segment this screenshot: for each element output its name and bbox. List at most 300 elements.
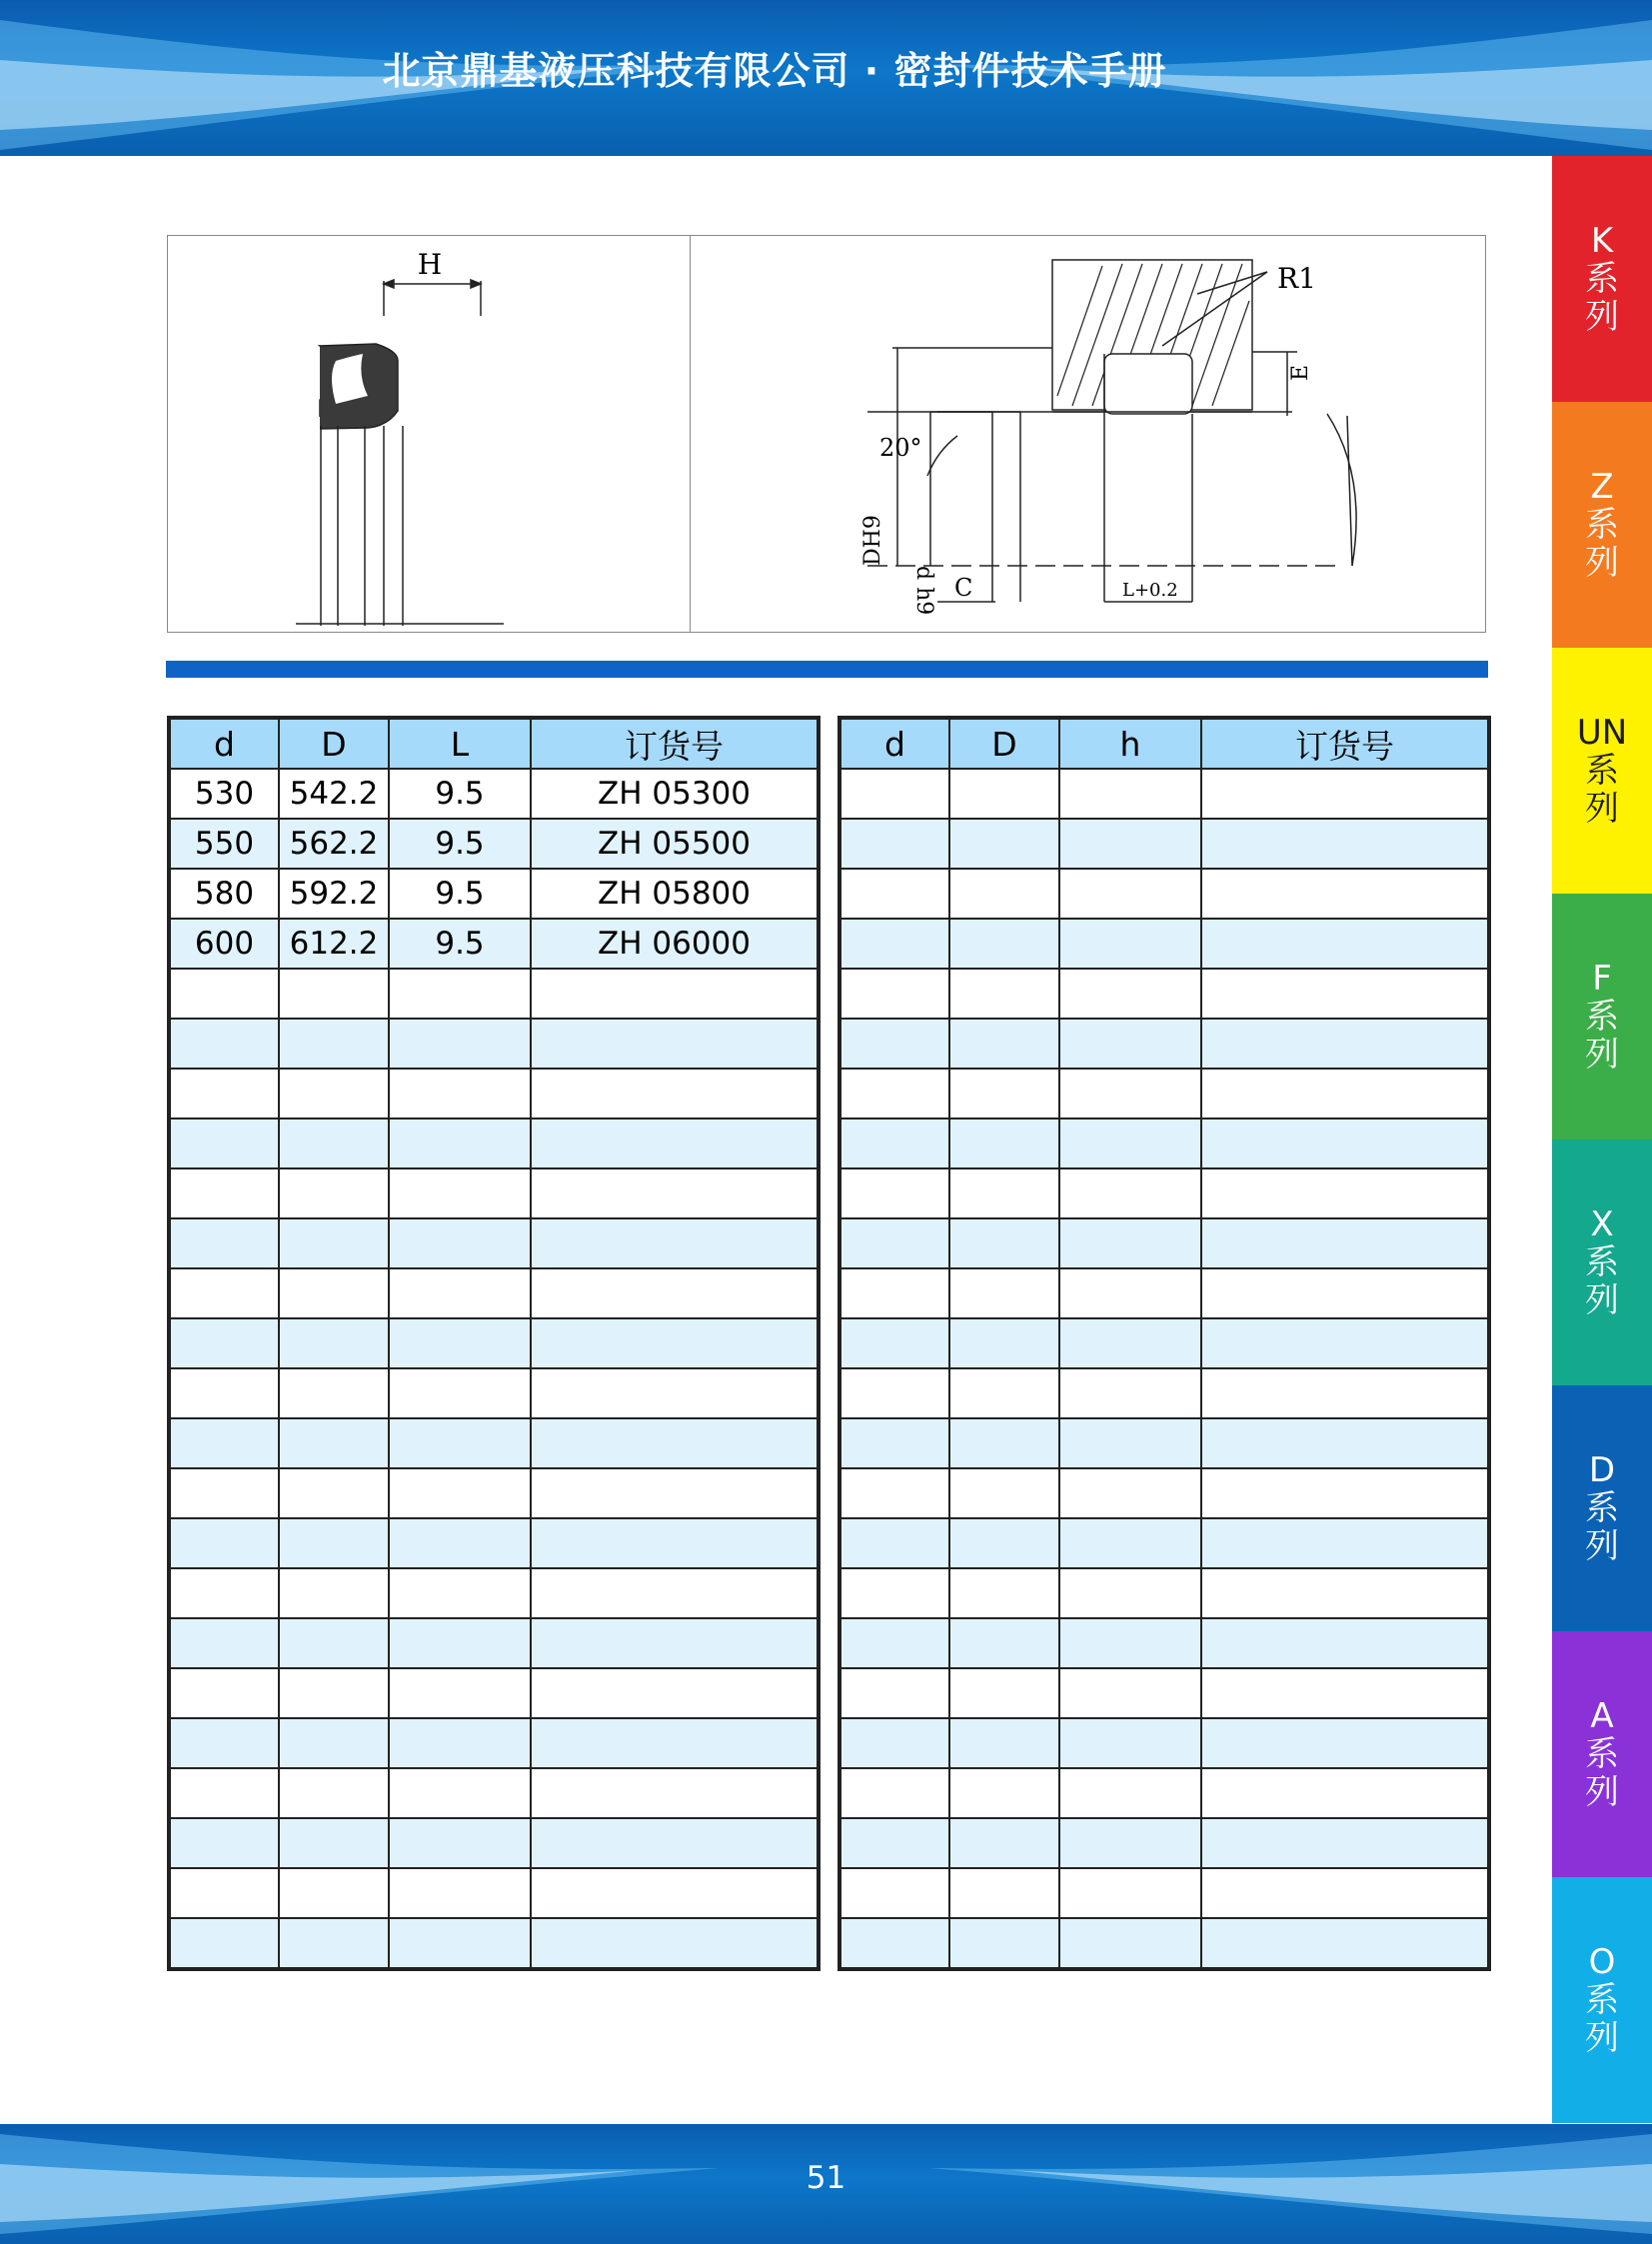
table-cell (531, 1768, 819, 1818)
table-cell (1201, 1418, 1489, 1468)
bottom-banner (0, 2124, 1652, 2244)
series-tab-o[interactable] (1552, 1877, 1652, 2123)
table-cell (169, 969, 279, 1019)
table-cell (169, 1818, 279, 1868)
table-cell (279, 1318, 389, 1368)
table-cell (949, 1718, 1059, 1768)
col-header-h: h (1059, 718, 1201, 769)
series-tab-x[interactable] (1552, 1139, 1652, 1385)
series-tab-d[interactable] (1552, 1385, 1652, 1631)
dim-h-label: H (417, 248, 443, 281)
table-row (839, 1718, 1489, 1768)
table-cell (389, 1568, 531, 1618)
table-cell (839, 1618, 949, 1668)
table-row (839, 819, 1489, 869)
table-cell (1201, 1768, 1489, 1818)
table-cell (1201, 1168, 1489, 1218)
dim-r1-label: R1 (1277, 262, 1316, 295)
table-row (839, 1618, 1489, 1668)
table-row (169, 1818, 819, 1868)
table-row (169, 1119, 819, 1168)
table-cell (839, 1568, 949, 1618)
table-row (839, 1069, 1489, 1119)
series-tab-letter: UN (1576, 713, 1628, 753)
table-cell (1201, 819, 1489, 869)
table-cell (169, 1518, 279, 1568)
table-row (169, 969, 819, 1019)
table-cell (169, 1918, 279, 1969)
table-cell (279, 1168, 389, 1218)
table-cell (1059, 1718, 1201, 1768)
table-cell (531, 1918, 819, 1969)
table-cell (389, 1218, 531, 1268)
table-cell (279, 1868, 389, 1918)
table-cell (839, 1119, 949, 1168)
dim-angle-label: 20° (879, 434, 922, 462)
series-tab-letter: D (1588, 1450, 1616, 1490)
col-header-L: L (389, 718, 531, 769)
table-row (169, 1069, 819, 1119)
table-row (839, 1268, 1489, 1318)
series-tab-suffix: 系 (1585, 997, 1619, 1037)
table-cell (949, 1768, 1059, 1818)
table-cell (1059, 1168, 1201, 1218)
table-cell (839, 1368, 949, 1418)
left-spec-table (167, 716, 821, 1971)
table-cell: 9.5 (389, 819, 531, 869)
top-banner (0, 0, 1652, 156)
table-cell (1059, 1818, 1201, 1868)
table-cell (1201, 769, 1489, 819)
table-cell (949, 919, 1059, 969)
table-row (169, 1618, 819, 1668)
series-tab-letter: O (1588, 1942, 1616, 1982)
table-row (169, 1568, 819, 1618)
table-cell (839, 819, 949, 869)
table-row (169, 1868, 819, 1918)
table-row (169, 769, 819, 819)
table-cell (1059, 1119, 1201, 1168)
table-cell (1059, 819, 1201, 869)
series-tab-suffix: 列 (1585, 789, 1619, 829)
table-cell (1059, 1618, 1201, 1668)
table-cell (169, 1119, 279, 1168)
table-row (839, 1468, 1489, 1518)
table-cell (279, 1069, 389, 1119)
table-cell (839, 1668, 949, 1718)
table-cell (279, 1668, 389, 1718)
table-cell (169, 1218, 279, 1268)
table-cell (1201, 869, 1489, 919)
table-cell (1201, 1268, 1489, 1318)
table-cell (949, 1218, 1059, 1268)
col-header-d: d (169, 718, 279, 769)
series-tab-suffix: 系 (1585, 259, 1619, 299)
table-row (839, 869, 1489, 919)
table-cell (169, 1768, 279, 1818)
table-cell (279, 1718, 389, 1768)
table-cell (279, 1218, 389, 1268)
table-cell (949, 1518, 1059, 1568)
table-cell (389, 1069, 531, 1119)
series-tab-suffix: 系 (1585, 751, 1619, 791)
table-cell (389, 1818, 531, 1868)
section-rule (166, 661, 1488, 678)
table-cell (531, 1318, 819, 1368)
table-cell (1059, 769, 1201, 819)
table-row (169, 1768, 819, 1818)
table-row (839, 1418, 1489, 1468)
table-cell (389, 1618, 531, 1668)
table-row (169, 1418, 819, 1468)
table-cell (839, 1268, 949, 1318)
table-cell (1059, 1218, 1201, 1268)
table-cell (949, 1268, 1059, 1318)
table-cell (531, 1818, 819, 1868)
table-row (169, 1218, 819, 1268)
table-cell: ZH 05300 (531, 769, 819, 819)
table-cell (1201, 1218, 1489, 1268)
table-cell (949, 1168, 1059, 1218)
table-cell (279, 1568, 389, 1618)
table-row (839, 1318, 1489, 1368)
table-cell (169, 1568, 279, 1618)
table-cell (1201, 1818, 1489, 1868)
table-cell (279, 1368, 389, 1418)
table-cell (839, 1718, 949, 1768)
col-header-order-no: 订货号 (531, 718, 819, 769)
table-cell: 9.5 (389, 769, 531, 819)
table-row (839, 1518, 1489, 1568)
table-cell: 530 (169, 769, 279, 819)
series-tab-suffix: 列 (1585, 1035, 1619, 1075)
table-cell (531, 969, 819, 1019)
table-cell (1201, 1668, 1489, 1718)
table-cell (1201, 1069, 1489, 1119)
table-cell (279, 1019, 389, 1069)
series-tab-suffix: 列 (1585, 543, 1619, 583)
table-cell (839, 769, 949, 819)
table-cell: 580 (169, 869, 279, 919)
table-cell: ZH 05800 (531, 869, 819, 919)
table-cell: 600 (169, 919, 279, 969)
series-tab-a[interactable] (1552, 1631, 1652, 1877)
table-row (839, 1019, 1489, 1069)
table-row (169, 1668, 819, 1718)
table-cell (531, 1418, 819, 1468)
table-row (839, 1918, 1489, 1969)
table-cell (1201, 1718, 1489, 1768)
table-cell (839, 919, 949, 969)
table-cell (839, 1418, 949, 1468)
col-header-d: d (839, 718, 949, 769)
table-row (169, 1718, 819, 1768)
table-cell (169, 1418, 279, 1468)
table-cell (279, 1418, 389, 1468)
table-cell (1201, 1918, 1489, 1969)
right-table-body (839, 769, 1489, 1969)
table-cell (389, 1768, 531, 1818)
series-tab-suffix: 列 (1585, 297, 1619, 337)
table-cell (169, 1618, 279, 1668)
table-row (169, 1168, 819, 1218)
table-row (839, 1818, 1489, 1868)
series-tab-suffix: 系 (1585, 505, 1619, 545)
table-row (839, 1668, 1489, 1718)
series-tab-suffix: 列 (1585, 1772, 1619, 1812)
table-cell (531, 1069, 819, 1119)
table-cell (1059, 1368, 1201, 1418)
table-row (169, 819, 819, 869)
table-cell (169, 1268, 279, 1318)
table-row (839, 1119, 1489, 1168)
table-cell (389, 1468, 531, 1518)
table-cell (1201, 1518, 1489, 1568)
table-cell (1059, 1069, 1201, 1119)
page-number: 51 (806, 2160, 846, 2196)
table-cell (169, 1318, 279, 1368)
dim-dh9-label: DH9 (860, 515, 885, 566)
table-cell (531, 1468, 819, 1518)
table-cell (949, 1368, 1059, 1418)
col-header-D: D (279, 718, 389, 769)
table-cell (1059, 969, 1201, 1019)
table-cell (1059, 1418, 1201, 1468)
table-cell (389, 1868, 531, 1918)
table-cell (1059, 1019, 1201, 1069)
table-row (169, 1468, 819, 1518)
table-cell: ZH 05500 (531, 819, 819, 869)
table-cell (279, 1119, 389, 1168)
series-tab-letter: F (1592, 959, 1612, 999)
series-tab-suffix: 系 (1585, 1242, 1619, 1282)
table-cell (949, 1318, 1059, 1368)
table-cell (279, 1768, 389, 1818)
table-cell (839, 1069, 949, 1119)
table-cell: 542.2 (279, 769, 389, 819)
series-tab-un[interactable] (1552, 648, 1652, 894)
table-row (169, 1368, 819, 1418)
series-tab-suffix: 系 (1585, 1488, 1619, 1528)
table-cell (389, 1918, 531, 1969)
table-cell (531, 1718, 819, 1768)
table-cell (949, 969, 1059, 1019)
table-cell (279, 969, 389, 1019)
table-cell (279, 1468, 389, 1518)
table-cell (169, 1868, 279, 1918)
table-cell: 592.2 (279, 869, 389, 919)
table-cell (389, 1518, 531, 1568)
table-cell: 562.2 (279, 819, 389, 869)
table-cell: 612.2 (279, 919, 389, 969)
left-table-body (169, 769, 819, 1969)
table-cell (389, 1718, 531, 1768)
table-cell: 550 (169, 819, 279, 869)
table-cell (389, 1318, 531, 1368)
series-tab-letter: A (1590, 1696, 1614, 1736)
table-cell (839, 869, 949, 919)
table-cell (389, 1368, 531, 1418)
table-cell (839, 1918, 949, 1969)
table-cell (949, 1668, 1059, 1718)
table-cell (839, 1468, 949, 1518)
table-cell (949, 1468, 1059, 1518)
table-cell (1059, 1318, 1201, 1368)
table-row (169, 1518, 819, 1568)
table-cell (279, 1268, 389, 1318)
table-cell (1201, 1868, 1489, 1918)
series-tab-suffix: 列 (1585, 2018, 1619, 2058)
table-row (169, 869, 819, 919)
dim-e-label: E (1288, 364, 1313, 381)
table-cell (1059, 1518, 1201, 1568)
right-spec-table (837, 716, 1491, 1971)
table-cell (279, 1618, 389, 1668)
table-cell (839, 1518, 949, 1568)
table-cell (1059, 1768, 1201, 1818)
dim-c-label: C (954, 574, 973, 602)
table-row (169, 1318, 819, 1368)
table-cell (949, 1069, 1059, 1119)
table-cell (531, 1568, 819, 1618)
table-cell: 9.5 (389, 919, 531, 969)
table-cell (389, 1268, 531, 1318)
table-cell (1201, 969, 1489, 1019)
dim-dh9-small-label: d h9 (911, 566, 936, 616)
table-cell (1201, 1618, 1489, 1668)
series-tab-suffix: 系 (1585, 1734, 1619, 1774)
table-cell (1201, 1368, 1489, 1418)
seal-drawing-panel (167, 235, 1486, 633)
series-tab-z[interactable] (1552, 402, 1652, 648)
series-tab-letter: K (1590, 221, 1614, 261)
table-cell (949, 769, 1059, 819)
table-cell (1059, 1568, 1201, 1618)
series-tab-suffix: 列 (1585, 1280, 1619, 1320)
table-cell (531, 1218, 819, 1268)
table-cell (1059, 1868, 1201, 1918)
seal-profile-drawing (168, 236, 1487, 634)
table-cell (949, 1818, 1059, 1868)
table-row (839, 1168, 1489, 1218)
table-cell (839, 1768, 949, 1818)
table-row (839, 1218, 1489, 1268)
table-cell (949, 1119, 1059, 1168)
table-cell (839, 1019, 949, 1069)
table-cell (949, 1618, 1059, 1668)
series-tab-f[interactable] (1552, 894, 1652, 1139)
table-cell (1201, 1568, 1489, 1618)
table-cell (949, 1918, 1059, 1969)
series-tab-suffix: 列 (1585, 1526, 1619, 1566)
dim-l-label: L+0.2 (1122, 580, 1178, 601)
col-header-D: D (949, 718, 1059, 769)
table-cell (839, 1818, 949, 1868)
table-cell (1059, 1668, 1201, 1718)
table-cell (1201, 1468, 1489, 1518)
table-cell (531, 1618, 819, 1668)
table-cell (279, 1818, 389, 1868)
table-cell: ZH 06000 (531, 919, 819, 969)
table-cell (531, 1019, 819, 1069)
table-cell (839, 1318, 949, 1368)
table-cell (169, 1668, 279, 1718)
table-cell (839, 1168, 949, 1218)
table-header-row (839, 718, 1489, 769)
table-cell (531, 1119, 819, 1168)
table-header-row (169, 718, 819, 769)
table-cell (169, 1168, 279, 1218)
table-cell (279, 1518, 389, 1568)
table-cell (531, 1368, 819, 1418)
table-cell (531, 1168, 819, 1218)
table-cell (839, 1868, 949, 1918)
table-row (839, 1868, 1489, 1918)
table-cell (949, 1418, 1059, 1468)
table-cell (531, 1268, 819, 1318)
table-cell (949, 869, 1059, 919)
table-cell (169, 1069, 279, 1119)
table-cell (389, 1119, 531, 1168)
table-cell (949, 1568, 1059, 1618)
table-row (839, 769, 1489, 819)
table-cell (1059, 1918, 1201, 1969)
table-cell (949, 1868, 1059, 1918)
table-cell (531, 1868, 819, 1918)
table-cell (949, 1019, 1059, 1069)
table-cell (279, 1918, 389, 1969)
table-cell (1201, 919, 1489, 969)
table-row (839, 1768, 1489, 1818)
table-cell (1201, 1019, 1489, 1069)
table-cell: 9.5 (389, 869, 531, 919)
table-cell (389, 1418, 531, 1468)
table-cell (1059, 1468, 1201, 1518)
table-row (169, 919, 819, 969)
table-cell (839, 969, 949, 1019)
series-tab-k[interactable] (1552, 156, 1652, 402)
table-row (169, 1019, 819, 1069)
table-cell (1201, 1119, 1489, 1168)
table-cell (1059, 919, 1201, 969)
table-cell (1201, 1318, 1489, 1368)
figure-divider (690, 235, 691, 633)
manual-title: 北京鼎基液压科技有限公司 · 密封件技术手册 (382, 49, 1167, 93)
table-cell (839, 1218, 949, 1268)
table-row (839, 919, 1489, 969)
table-row (839, 1568, 1489, 1618)
table-cell (389, 969, 531, 1019)
table-cell (949, 819, 1059, 869)
table-row (169, 1918, 819, 1969)
series-tab-suffix: 系 (1585, 1980, 1619, 2020)
table-row (169, 1268, 819, 1318)
table-cell (169, 1718, 279, 1768)
series-tab-letter: X (1590, 1204, 1614, 1244)
table-cell (389, 1168, 531, 1218)
table-cell (169, 1368, 279, 1418)
table-row (839, 969, 1489, 1019)
table-cell (389, 1019, 531, 1069)
col-header-order-no: 订货号 (1201, 718, 1489, 769)
table-cell (1059, 1268, 1201, 1318)
table-cell (169, 1468, 279, 1518)
table-cell (531, 1668, 819, 1718)
table-cell (1059, 869, 1201, 919)
table-cell (531, 1518, 819, 1568)
series-tab-letter: Z (1590, 467, 1614, 507)
table-cell (169, 1019, 279, 1069)
